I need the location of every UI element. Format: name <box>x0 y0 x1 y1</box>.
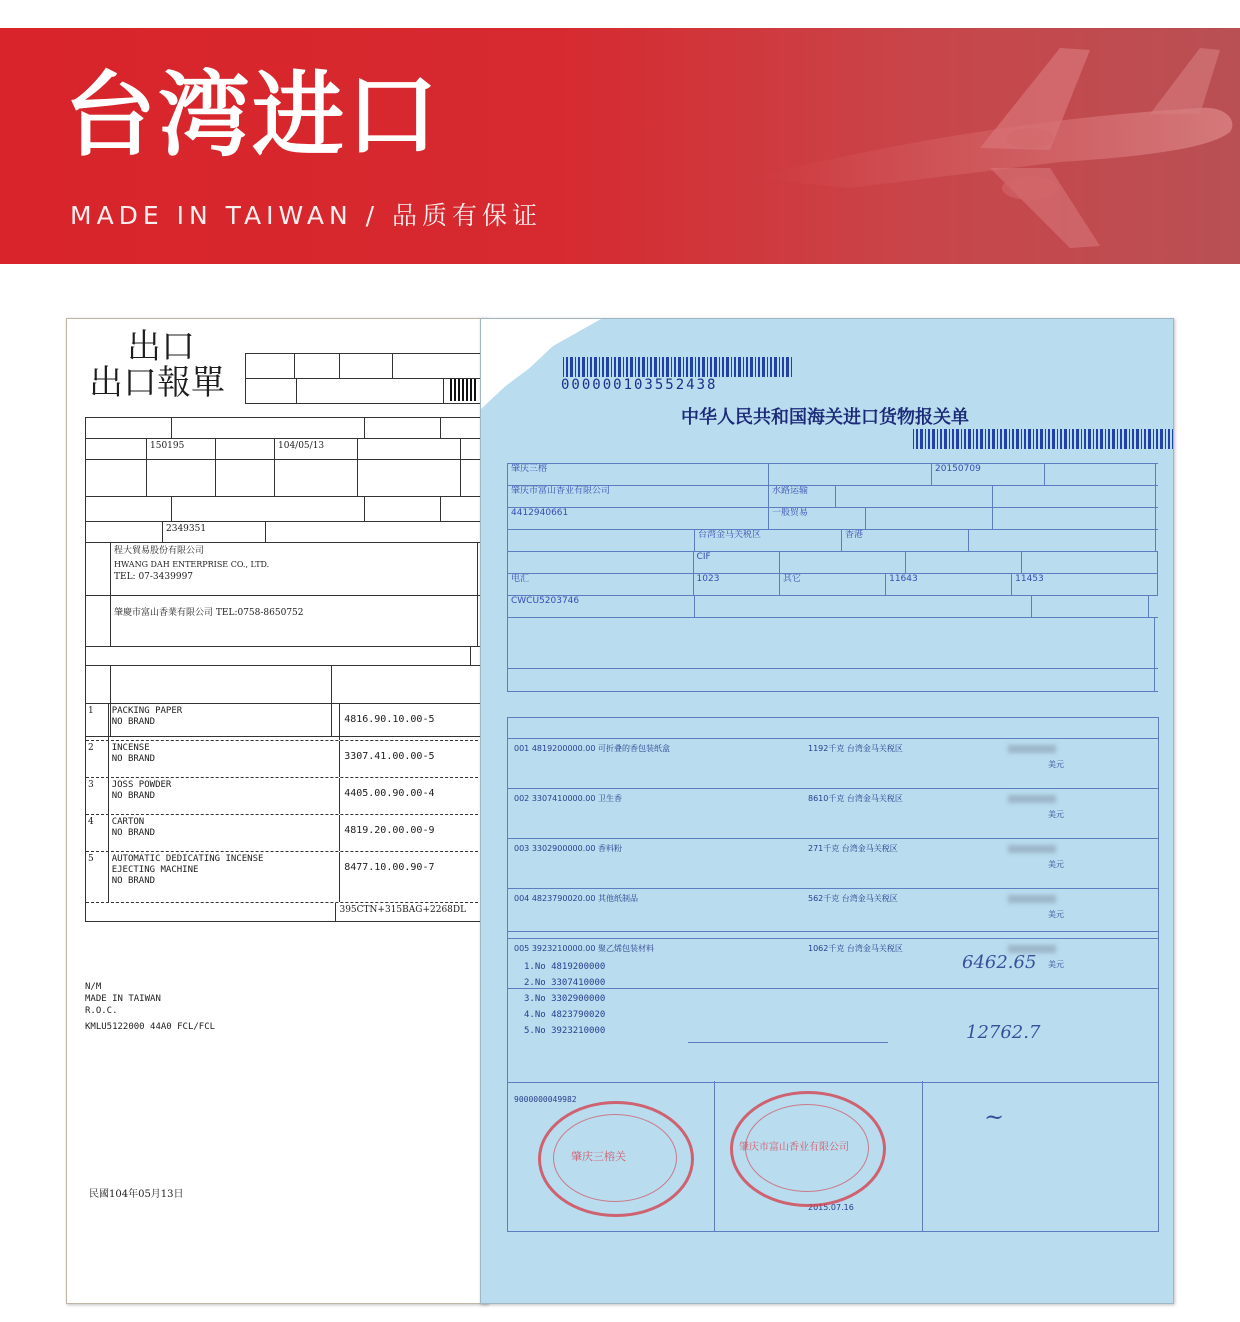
table-row <box>508 789 1158 839</box>
barcode-bar <box>1144 429 1146 449</box>
trade-mode: 一般贸易 <box>772 508 809 518</box>
barcode-bar <box>746 357 748 377</box>
list-item <box>86 778 488 815</box>
stamp-text: 肇庆市富山香业有限公司 <box>739 1142 849 1153</box>
barcode-bar <box>678 357 681 377</box>
barcode-bar <box>973 429 974 449</box>
barcode-bar <box>642 357 645 377</box>
mark-line: R.O.C. <box>85 1006 118 1016</box>
barcode-bar <box>1153 429 1154 449</box>
barcode-bar <box>1052 429 1055 449</box>
barcode-bar <box>1033 429 1034 449</box>
goods-currency: 美元 <box>1048 760 1064 769</box>
item-no: 1 <box>86 704 109 740</box>
barcode-bar <box>932 429 935 449</box>
item-desc: INCENSE NO BRAND <box>109 741 340 777</box>
port: 肇庆三榕 <box>511 464 548 474</box>
barcode-bar <box>690 357 693 377</box>
ref-code: 150195 <box>147 439 216 459</box>
barcode-bar <box>767 357 768 377</box>
barcode-bar <box>961 429 962 449</box>
barcode-bar <box>976 429 978 449</box>
barcode-icon <box>913 429 1174 449</box>
barcode-bar <box>650 357 652 377</box>
goods-origin: 8610千克 台湾金马关税区 <box>808 794 903 803</box>
barcode-bar <box>1057 429 1058 449</box>
barcode-bar <box>614 357 616 377</box>
barcode-bar <box>1072 429 1074 449</box>
barcode-bar <box>940 429 942 449</box>
barcode-bar <box>659 357 660 377</box>
tax-section <box>507 931 1159 1083</box>
barcode-bar <box>734 357 736 377</box>
origin-region: 台湾金马关税区 <box>698 530 762 540</box>
barcode-bar <box>731 357 732 377</box>
barcode-bar <box>1064 429 1067 449</box>
mark-line: MADE IN TAIWAN <box>85 994 161 1004</box>
item-no: 2 <box>86 741 109 777</box>
agent-code: 9000000049982 <box>514 1095 577 1104</box>
barcode-bar <box>774 357 777 377</box>
barcode-bar <box>710 357 712 377</box>
barcode-bar <box>1024 429 1026 449</box>
barcode-bar <box>1172 429 1174 449</box>
barcode-bar <box>1048 429 1050 449</box>
barcode-bar <box>594 357 597 377</box>
gross-weight: 11643 <box>889 574 918 584</box>
exporter-name-cn: 程大貿易股份有限公司 <box>114 546 205 556</box>
barcode-bar <box>1100 429 1103 449</box>
total-packages: 395CTN+315BAG+2268DL <box>336 903 488 921</box>
barcode-bar <box>1165 429 1166 449</box>
barcode-bar <box>1028 429 1031 449</box>
goods-origin: 562千克 台湾金马关税区 <box>808 894 898 903</box>
goods-line: 003 3302900000.00 香料粉 <box>514 844 622 853</box>
item-code: 4405.00.90.00-4 <box>344 788 435 799</box>
tax-line: 5.No 3923210000 <box>524 1026 606 1036</box>
title-line-1: 出口 <box>127 327 195 367</box>
goods-currency: 美元 <box>1048 860 1064 869</box>
barcode-bar <box>786 357 789 377</box>
barcode-bar <box>666 357 669 377</box>
barcode-bar <box>1117 429 1118 449</box>
item-code: 4816.90.10.00-5 <box>344 714 435 725</box>
exporter-tel: TEL: 07-3439997 <box>114 572 194 582</box>
barcode-bar <box>702 357 705 377</box>
barcode-bar <box>1088 429 1091 449</box>
barcode-bar <box>928 429 930 449</box>
barcode-bar <box>626 357 628 377</box>
barcode-bar <box>635 357 636 377</box>
barcode-bar <box>1009 429 1010 449</box>
barcode-bar <box>1016 429 1019 449</box>
barcode-bar <box>985 429 986 449</box>
goods-currency: 美元 <box>1048 810 1064 819</box>
barcode-bar <box>1040 429 1043 449</box>
barcode-bar <box>1129 429 1130 449</box>
barcode-bar <box>1060 429 1062 449</box>
item-desc: CARTON NO BRAND <box>109 815 340 851</box>
item-code: 8477.10.00.90-7 <box>344 862 435 873</box>
document-photo <box>66 318 1174 1302</box>
barcode-bar <box>611 357 612 377</box>
exporter-grid <box>85 417 488 737</box>
import-date: 20150709 <box>935 464 981 474</box>
barcode-bar <box>992 429 995 449</box>
barcode-bar <box>590 357 592 377</box>
date-code: 104/05/13 <box>275 439 358 459</box>
table-row <box>508 739 1158 789</box>
barcode-bar <box>791 357 792 377</box>
barcode-bar <box>1120 429 1122 449</box>
barcode-bar <box>698 357 700 377</box>
list-item <box>86 815 488 852</box>
banner-title: 台湾进口 <box>64 62 441 169</box>
barcode-bar <box>714 357 717 377</box>
list-item <box>86 704 488 741</box>
banner-subtitle: MADE IN TAIWAN / 品质有保证 <box>70 201 542 230</box>
item-no: 3 <box>86 778 109 814</box>
barcode-bar <box>1076 429 1079 449</box>
consignee-tel: TEL:0758-8650752 <box>215 608 304 618</box>
barcode-bar <box>779 357 780 377</box>
barcode-bar <box>1141 429 1142 449</box>
handwritten-amount: 6462.65 <box>962 952 1037 973</box>
barcode-bar <box>988 429 990 449</box>
barcode-bar <box>755 357 756 377</box>
barcode-bar <box>566 357 568 377</box>
list-item <box>86 741 488 778</box>
barcode-bar <box>1096 429 1098 449</box>
item-no: 4 <box>86 815 109 851</box>
declarant-section <box>507 1081 1159 1232</box>
barcode-bar <box>750 357 753 377</box>
barcode-bar <box>618 357 621 377</box>
barcode-bar <box>686 357 688 377</box>
barcode-bar <box>782 357 784 377</box>
barcode-bar <box>1012 429 1014 449</box>
title-line-2: 出口報單 <box>89 363 225 403</box>
barcode-bar <box>1021 429 1022 449</box>
barcode-bar <box>695 357 696 377</box>
barcode-bar <box>952 429 954 449</box>
barcode-bar <box>638 357 640 377</box>
barcode-bar <box>1093 429 1094 449</box>
barcode-bar <box>762 357 765 377</box>
stamp-seal <box>538 1101 694 1217</box>
item-code: 4819.20.00.00-9 <box>344 825 435 836</box>
tax-line: 1.No 4819200000 <box>524 962 606 972</box>
barcode-bar <box>944 429 947 449</box>
net-weight: 11453 <box>1015 574 1044 584</box>
container-number: CWCU5203746 <box>511 596 580 606</box>
consignee-company: 肇庆市富山香业有限公司 <box>511 486 611 496</box>
tax-line: 3.No 3302900000 <box>524 994 606 1004</box>
barcode-bar <box>623 357 624 377</box>
barcode-bar <box>758 357 760 377</box>
barcode-bar <box>647 357 648 377</box>
barcode-bar <box>599 357 600 377</box>
barcode-bar <box>1156 429 1158 449</box>
barcode-bar <box>1036 429 1038 449</box>
barcode-bar <box>602 357 604 377</box>
barcode-bar <box>683 357 684 377</box>
table-header <box>508 718 1158 739</box>
barcode-bar <box>578 357 580 377</box>
barcode-bar <box>1148 429 1151 449</box>
barcode-bar <box>743 357 744 377</box>
tax-line: 2.No 3307410000 <box>524 978 606 988</box>
goods-origin: 271千克 台湾金马关税区 <box>808 844 898 853</box>
taiwan-export-declaration <box>66 318 488 1304</box>
barcode-bar <box>738 357 741 377</box>
barcode-icon <box>450 379 480 401</box>
barcode-bar <box>1069 429 1070 449</box>
barcode-number: 000000103552438 <box>561 377 718 393</box>
barcode-bar <box>1105 429 1106 449</box>
goods-currency: 美元 <box>1048 910 1064 919</box>
barcode-bar <box>1004 429 1007 449</box>
barcode-bar <box>925 429 926 449</box>
barcode-bar <box>1160 429 1163 449</box>
item-code: 3307.41.00.00-5 <box>344 751 435 762</box>
barcode-bar <box>674 357 676 377</box>
barcode-bar <box>916 429 918 449</box>
barcode-bar <box>563 357 564 377</box>
barcode-bar <box>719 357 720 377</box>
payment: 电汇 <box>511 574 530 584</box>
trade-terms: CIF <box>696 552 711 562</box>
barcode-bar <box>913 429 914 449</box>
item-no: 5 <box>86 852 109 902</box>
barcode-bar <box>707 357 708 377</box>
barcode-bar <box>949 429 950 449</box>
goods-list <box>85 703 488 922</box>
barcode-bar <box>654 357 657 377</box>
barcode-bar <box>956 429 959 449</box>
barcode-bar <box>1124 429 1127 449</box>
form-title: 中华人民共和国海关进口货物报关单 <box>681 407 969 428</box>
barcode-bar <box>920 429 923 449</box>
barcode-bar <box>606 357 609 377</box>
barcode-bar <box>587 357 588 377</box>
airplane-icon <box>730 28 1240 264</box>
goods-line: 002 3307410000.00 卫生香 <box>514 794 622 803</box>
stamp-seal <box>730 1091 886 1207</box>
barcode-bar <box>630 357 633 377</box>
item-desc: AUTOMATIC DEDICATING INCENSE EJECTING MACHINE NO BRAND <box>109 852 340 902</box>
goods-origin: 1062千克 台湾金马关税区 <box>808 944 903 953</box>
barcode-bar <box>980 429 983 449</box>
list-item <box>86 852 488 903</box>
barcode-bar <box>722 357 724 377</box>
barcode-bar <box>968 429 971 449</box>
export-form-title <box>89 329 225 401</box>
handwritten-amount: 12762.7 <box>966 1022 1041 1043</box>
tax-line: 4.No 4823790020 <box>524 1010 606 1020</box>
transport-mode: 水路运输 <box>772 486 809 496</box>
barcode-bar <box>1108 429 1110 449</box>
barcode-bar <box>964 429 966 449</box>
company-code: 4412940661 <box>511 508 569 518</box>
declaration-number: 2349351 <box>163 522 266 542</box>
barcode-bar <box>570 357 573 377</box>
container-info: KMLU5122000 44A0 FCL/FCL <box>85 1022 216 1032</box>
goods-currency: 美元 <box>1048 960 1064 969</box>
goods-origin: 1192千克 台湾金马关税区 <box>808 744 903 753</box>
goods-line: 004 4823790020.00 其他纸制品 <box>514 894 638 903</box>
barcode-bar <box>582 357 585 377</box>
barcode-bar <box>671 357 672 377</box>
barcode-bar <box>1000 429 1002 449</box>
barcode-bar <box>662 357 664 377</box>
barcode-bar <box>1081 429 1082 449</box>
barcode-bar <box>1132 429 1134 449</box>
barcode-bar <box>1045 429 1046 449</box>
goods-line: 001 4819200000.00 可折叠的香包装纸盒 <box>514 744 670 753</box>
barcode-icon <box>563 357 792 377</box>
stamp-text: 肇庆三榕关 <box>571 1150 626 1163</box>
loading-port: 香港 <box>845 530 864 540</box>
shipping-marks <box>85 981 215 1033</box>
barcode-bar <box>575 357 576 377</box>
hero-banner <box>0 28 1240 264</box>
goods-line: 005 3923210000.00 聚乙烯包装材料 <box>514 944 654 953</box>
barcode-bar <box>1136 429 1139 449</box>
item-desc: PACKING PAPER NO BRAND <box>109 704 340 740</box>
signature: ~ <box>984 1103 1005 1131</box>
mark-line: N/M <box>85 982 102 992</box>
table-row <box>508 839 1158 889</box>
declare-date: 2015.07.16 <box>808 1203 854 1212</box>
barcode-bar <box>1168 429 1170 449</box>
china-import-declaration <box>480 318 1174 1304</box>
barcode-bar <box>770 357 772 377</box>
barcode-bar <box>937 429 938 449</box>
packages: 1023 <box>696 574 720 584</box>
barcode-bar <box>997 429 998 449</box>
declaration-grid <box>507 463 1158 692</box>
item-desc: JOSS POWDER NO BRAND <box>109 778 340 814</box>
barcode-bar <box>726 357 729 377</box>
declaration-date: 民國104年05月13日 <box>89 1189 184 1200</box>
pack-type: 其它 <box>782 574 801 584</box>
exporter-name-en: HWANG DAH ENTERPRISE CO., LTD. <box>114 560 270 569</box>
barcode-bar <box>1112 429 1115 449</box>
consignee-name: 肇慶市富山香業有限公司 <box>114 608 214 618</box>
barcode-bar <box>1084 429 1086 449</box>
